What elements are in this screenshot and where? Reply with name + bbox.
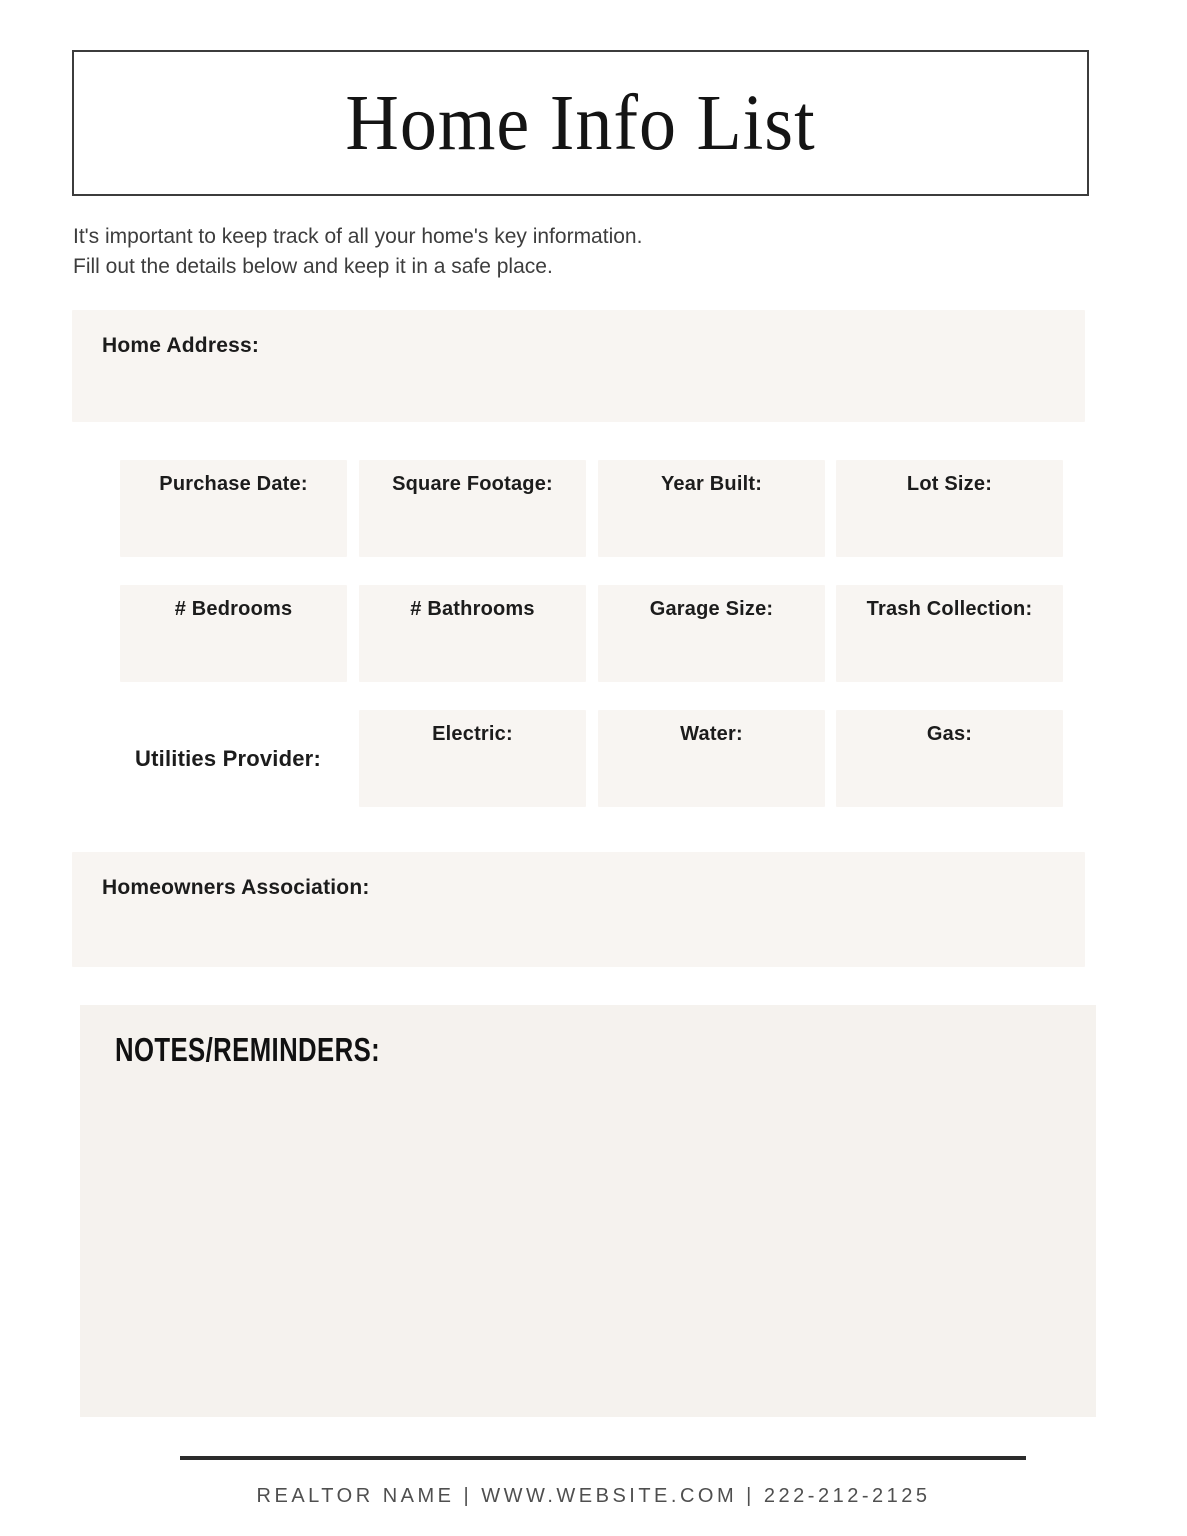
trash-collection-field[interactable] bbox=[842, 629, 1057, 676]
notes-field[interactable] bbox=[115, 1085, 1061, 1397]
hoa-field[interactable] bbox=[102, 910, 1055, 957]
year-built-box bbox=[598, 460, 825, 557]
intro-line-1: It's important to keep track of all your home's key information. bbox=[73, 225, 643, 248]
intro-line-2: Fill out the details below and keep it in a safe place. bbox=[73, 254, 553, 278]
trash-collection-label: Trash Collection: bbox=[866, 598, 1033, 620]
garage-size-label: Garage Size: bbox=[649, 598, 774, 620]
home-address-field[interactable] bbox=[102, 368, 1055, 412]
bedrooms-label: # Bedrooms bbox=[174, 598, 293, 620]
footer-divider bbox=[180, 1456, 1026, 1460]
purchase-date-box bbox=[120, 460, 347, 557]
purchase-date-label: Purchase Date: bbox=[159, 473, 308, 495]
gas-label: Gas: bbox=[926, 723, 973, 745]
lot-size-field[interactable] bbox=[842, 504, 1057, 551]
utilities-provider-label: Utilities Provider: bbox=[135, 745, 321, 771]
square-footage-field[interactable] bbox=[365, 504, 580, 551]
electric-field[interactable] bbox=[365, 754, 580, 801]
water-field[interactable] bbox=[604, 754, 819, 801]
title-box bbox=[72, 50, 1089, 196]
home-address-label: Home Address: bbox=[102, 334, 260, 357]
notes-box bbox=[80, 1005, 1096, 1417]
page-title: Home Info List bbox=[345, 78, 816, 168]
hoa-label: Homeowners Association: bbox=[102, 876, 370, 899]
utilities-provider-cell bbox=[108, 710, 348, 807]
notes-reminders-label: NOTES/REMINDERS: bbox=[115, 1031, 381, 1068]
square-footage-box bbox=[359, 460, 586, 557]
lot-size-box bbox=[836, 460, 1063, 557]
gas-box bbox=[836, 710, 1063, 807]
lot-size-label: Lot Size: bbox=[906, 473, 993, 495]
bedrooms-box bbox=[120, 585, 347, 682]
year-built-label: Year Built: bbox=[660, 473, 763, 495]
electric-box bbox=[359, 710, 586, 807]
square-footage-label: Square Footage: bbox=[392, 473, 553, 495]
footer-contact-line: REALTOR NAME | WWW.WEBSITE.COM | 222-212-2125 bbox=[256, 1485, 931, 1507]
water-box bbox=[598, 710, 825, 807]
gas-field[interactable] bbox=[842, 754, 1057, 801]
electric-label: Electric: bbox=[432, 723, 513, 745]
year-built-field[interactable] bbox=[604, 504, 819, 551]
bathrooms-label: # Bathrooms bbox=[410, 598, 535, 620]
intro-paragraph bbox=[73, 222, 873, 282]
bathrooms-field[interactable] bbox=[365, 629, 580, 676]
trash-collection-box bbox=[836, 585, 1063, 682]
garage-size-field[interactable] bbox=[604, 629, 819, 676]
water-label: Water: bbox=[680, 723, 743, 745]
home-address-box bbox=[72, 310, 1085, 422]
hoa-box bbox=[72, 852, 1085, 967]
purchase-date-field[interactable] bbox=[126, 504, 341, 551]
garage-size-box bbox=[598, 585, 825, 682]
bathrooms-box bbox=[359, 585, 586, 682]
bedrooms-field[interactable] bbox=[126, 629, 341, 676]
